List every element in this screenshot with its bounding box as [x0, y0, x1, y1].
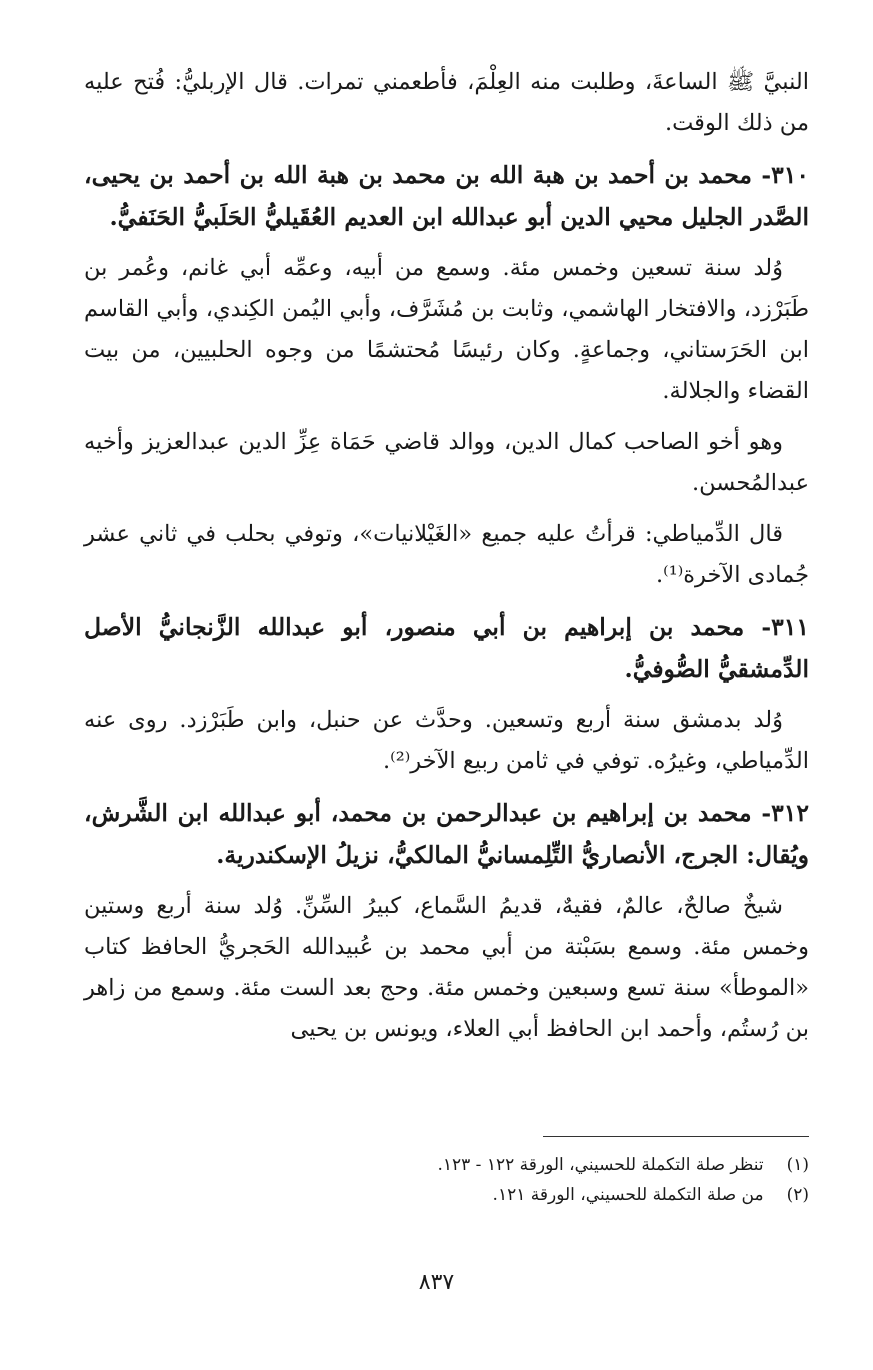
footnotes: [84, 1150, 809, 1210]
page-number: ٨٣٧: [418, 1270, 455, 1295]
entry-heading-312: ٣١٢- محمد بن إبراهيم بن عبدالرحمن بن محمد، أبو عبدالله ابن الشَّرش، ويُقال: الجرج، الأنصاريُّ التِّلِمسانيُّ المالكيُّ، نزيلُ الإسكندرية.: [84, 799, 809, 869]
paragraph-312-bio: شيخٌ صالحٌ، عالمٌ، فقيهٌ، قديمُ السَّماع، كبيرُ السِّنِّ. وُلد سنة أربع وستين وخمس مئة. وسمع بسَبْتة من أبي محمد بن عُبيدالله الحَجريُّ الحافظ كتاب «الموطأ» سنة تسع وسبعين وخمس مئة. وحج بعد الست مئة. وسمع من زاهر بن رُستُم، وأحمد ابن الحافظ أبي العلاء، ويونس بن يحيى: [84, 893, 809, 1042]
footnote-text: تنظر صلة التكملة للحسيني، الورقة ١٢٢ - ١٢٣.: [437, 1155, 764, 1175]
paragraph-311-bio: وُلد بدمشق سنة أربع وتسعين. وحدَّث عن حنبل، وابن طَبَرْزد. روى عنه الدِّمياطي، وغيرُه. توفي في ثامن ربيع الآخر⁽²⁾.: [84, 707, 809, 774]
paragraph-continuation: النبيَّ ﷺ الساعةَ، وطلبت منه العِلْمَ، فأطعمني تمرات. قال الإربليُّ: فُتح عليه من ذلك الوقت.: [84, 69, 809, 136]
footnote-divider: [543, 1136, 809, 1137]
footnote-2: [84, 1180, 809, 1210]
footnote-number: (١): [786, 1155, 809, 1175]
paragraph-310-family: وهو أخو الصاحب كمال الدين، ووالد قاضي حَمَاة عِزِّ الدين عبدالعزيز وأخيه عبدالمُحسن.: [84, 429, 809, 496]
footnote-1: [84, 1150, 809, 1180]
paragraph-310-birth: وُلد سنة تسعين وخمس مئة. وسمع من أبيه، وعمِّه أبي غانم، وعُمر بن طَبَرْزد، والافتخار الهاشمي، وثابت بن مُشَرَّف، وأبي اليُمن الكِندي، وأبي القاسم ابن الحَرَستاني، وجماعةٍ. وكان رئيسًا مُحتشمًا من وجوه الحلبيين، من بيت القضاء والجلالة.: [84, 255, 809, 404]
entry-heading-310: ٣١٠- محمد بن أحمد بن هبة الله بن محمد بن هبة الله بن أحمد بن يحيى، الصَّدر الجليل محيي الدين أبو عبدالله ابن العديم العُقَيليُّ الحَلَبيُّ الحَنَفيُّ.: [84, 161, 809, 231]
paragraph-310-death: قال الدِّمياطي: قرأتُ عليه جميع «الغَيْلانيات»، وتوفي بحلب في ثاني عشر جُمادى الآخرة⁽¹⁾.: [84, 521, 809, 588]
footnote-number: (٢): [786, 1185, 809, 1205]
entry-heading-311: ٣١١- محمد بن إبراهيم بن أبي منصور، أبو عبدالله الزَّنجانيُّ الأصل الدِّمشقيُّ الصُّوفيُّ.: [84, 613, 809, 683]
footnote-text: من صلة التكملة للحسيني، الورقة ١٢١.: [492, 1185, 764, 1205]
body-text: [84, 62, 809, 1050]
